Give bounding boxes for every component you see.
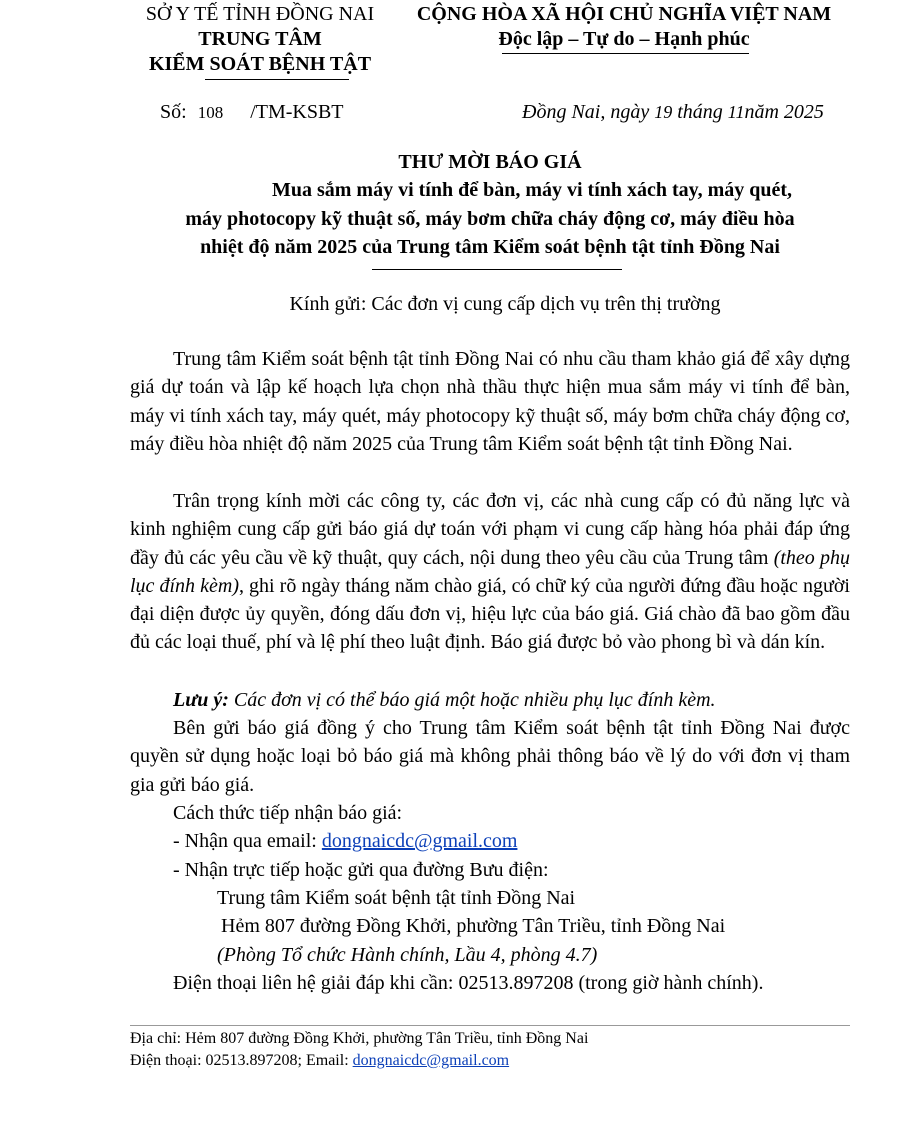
email-link[interactable]: dongnaicdc@gmail.com: [321, 830, 518, 852]
paragraph-2-part-a: Trân trọng kính mời các công ty, các đơn vị, các nhà cung cấp có đủ năng lực và kinh nghiệm cung cấp gửi báo giá dự toán với phạm vi cung cấp hàng hóa phải đáp ứng đầy đủ các yêu cầu về kỹ thuật, quy cách, nội dung theo yêu cầu của Trung tâm: [130, 490, 850, 569]
note-label: Lưu ý:: [173, 689, 229, 711]
paragraph-2: [130, 487, 850, 657]
national-heading: [380, 2, 868, 52]
subject-line-2: máy photocopy kỹ thuật số, máy bơm chữa cháy động cơ, máy điều hòa: [185, 208, 795, 230]
paragraph-2-part-b: , ghi rõ ngày tháng năm chào giá, có chữ ký của người đứng đầu hoặc người đại diện được ủy quyền, đóng dấu đơn vị, hiệu lực của báo giá. Giá chào đã bao gồm đầu đủ các loại thuế, phí và lệ phí theo luật định. Báo giá được bỏ vào phong bì và dán kín.: [130, 574, 850, 654]
method-email: [173, 827, 517, 855]
number-suffix: /TM-KSBT: [250, 101, 344, 123]
method-heading: Cách thức tiếp nhận báo giá:: [173, 802, 403, 824]
date-year: năm 2025: [744, 101, 824, 123]
paragraph-2-italic: (theo phụ lục đính kèm): [130, 546, 850, 597]
footer-contact: [130, 1050, 509, 1072]
motto-underline: [502, 53, 749, 54]
note-text: Các đơn vị có thể báo giá một hoặc nhiều phụ lục đính kèm.: [228, 689, 716, 711]
method-post: - Nhận trực tiếp hoặc gửi qua đường Bưu điện:: [173, 859, 549, 881]
place-date: [522, 101, 824, 124]
footer-address: Địa chỉ: Hẻm 807 đường Đồng Khởi, phường Tân Triều, tỉnh Đồng Nai: [130, 1030, 589, 1047]
footer-divider: [130, 1025, 850, 1026]
issuing-org: [120, 2, 400, 77]
org-line-3: KIỂM SOÁT BỆNH TẬT: [148, 53, 372, 75]
address-line-2: Hẻm 807 đường Đồng Khởi, phường Tân Triều, tỉnh Đồng Nai: [221, 915, 726, 937]
paragraph-3: Bên gửi báo giá đồng ý cho Trung tâm Kiểm soát bệnh tật tỉnh Đồng Nai được quyền sử dụng hoặc loại bỏ báo giá mà không phải thông báo về lý do với đơn vị tham gia gửi báo giá.: [130, 717, 850, 796]
note-line: [173, 686, 716, 714]
method-email-label: - Nhận qua email:: [173, 830, 322, 852]
date-prefix: Đồng Nai, ngày: [522, 101, 650, 123]
recipient-line: Kính gửi: Các đơn vị cung cấp dịch vụ trên thị trường: [289, 293, 721, 315]
paragraph-1: Trung tâm Kiểm soát bệnh tật tỉnh Đồng Nai có nhu cầu tham khảo giá để xây dựng giá dự toán và lập kế hoạch lựa chọn nhà thầu thực hiện mua sắm máy vi tính để bàn, máy vi tính xách tay, máy quét, máy photocopy kỹ thuật số, máy bơm chữa cháy động cơ, máy điều hòa nhiệt độ năm 2025 của Trung tâm Kiểm soát bệnh tật tỉnh Đồng Nai.: [130, 348, 850, 455]
number-label: Số:: [160, 101, 187, 123]
nation-title: CỘNG HÒA XÃ HỘI CHỦ NGHĨA VIỆT NAM: [416, 3, 832, 25]
national-motto: Độc lập – Tự do – Hạnh phúc: [498, 28, 750, 50]
date-month: 11: [727, 102, 745, 122]
title-underline: [372, 269, 622, 270]
date-month-label: tháng: [677, 101, 723, 123]
org-line-2: TRUNG TÂM: [198, 28, 322, 50]
address-line-1: Trung tâm Kiểm soát bệnh tật tỉnh Đồng Nai: [217, 887, 576, 909]
org-line-1: SỞ Y TẾ TỈNH ĐỒNG NAI: [145, 3, 375, 25]
subject-line-1: Mua sắm máy vi tính để bàn, máy vi tính xách tay, máy quét,: [271, 179, 793, 201]
number-value: 108: [197, 103, 224, 122]
document-number: [160, 101, 344, 124]
footer-contact-prefix: Điện thoại: 02513.897208; Email:: [130, 1052, 353, 1069]
org-underline: [205, 79, 349, 80]
subject-line-3: nhiệt độ năm 2025 của Trung tâm Kiểm soát bệnh tật tỉnh Đồng Nai: [200, 236, 780, 258]
date-day: 19: [654, 102, 673, 122]
footer-email-link[interactable]: dongnaicdc@gmail.com: [352, 1052, 510, 1069]
document-title: THƯ MỜI BÁO GIÁ: [398, 151, 582, 173]
address-line-3: (Phòng Tổ chức Hành chính, Lầu 4, phòng 4.7): [217, 944, 598, 966]
phone-line: Điện thoại liên hệ giải đáp khi cần: 02513.897208 (trong giờ hành chính).: [173, 972, 764, 994]
